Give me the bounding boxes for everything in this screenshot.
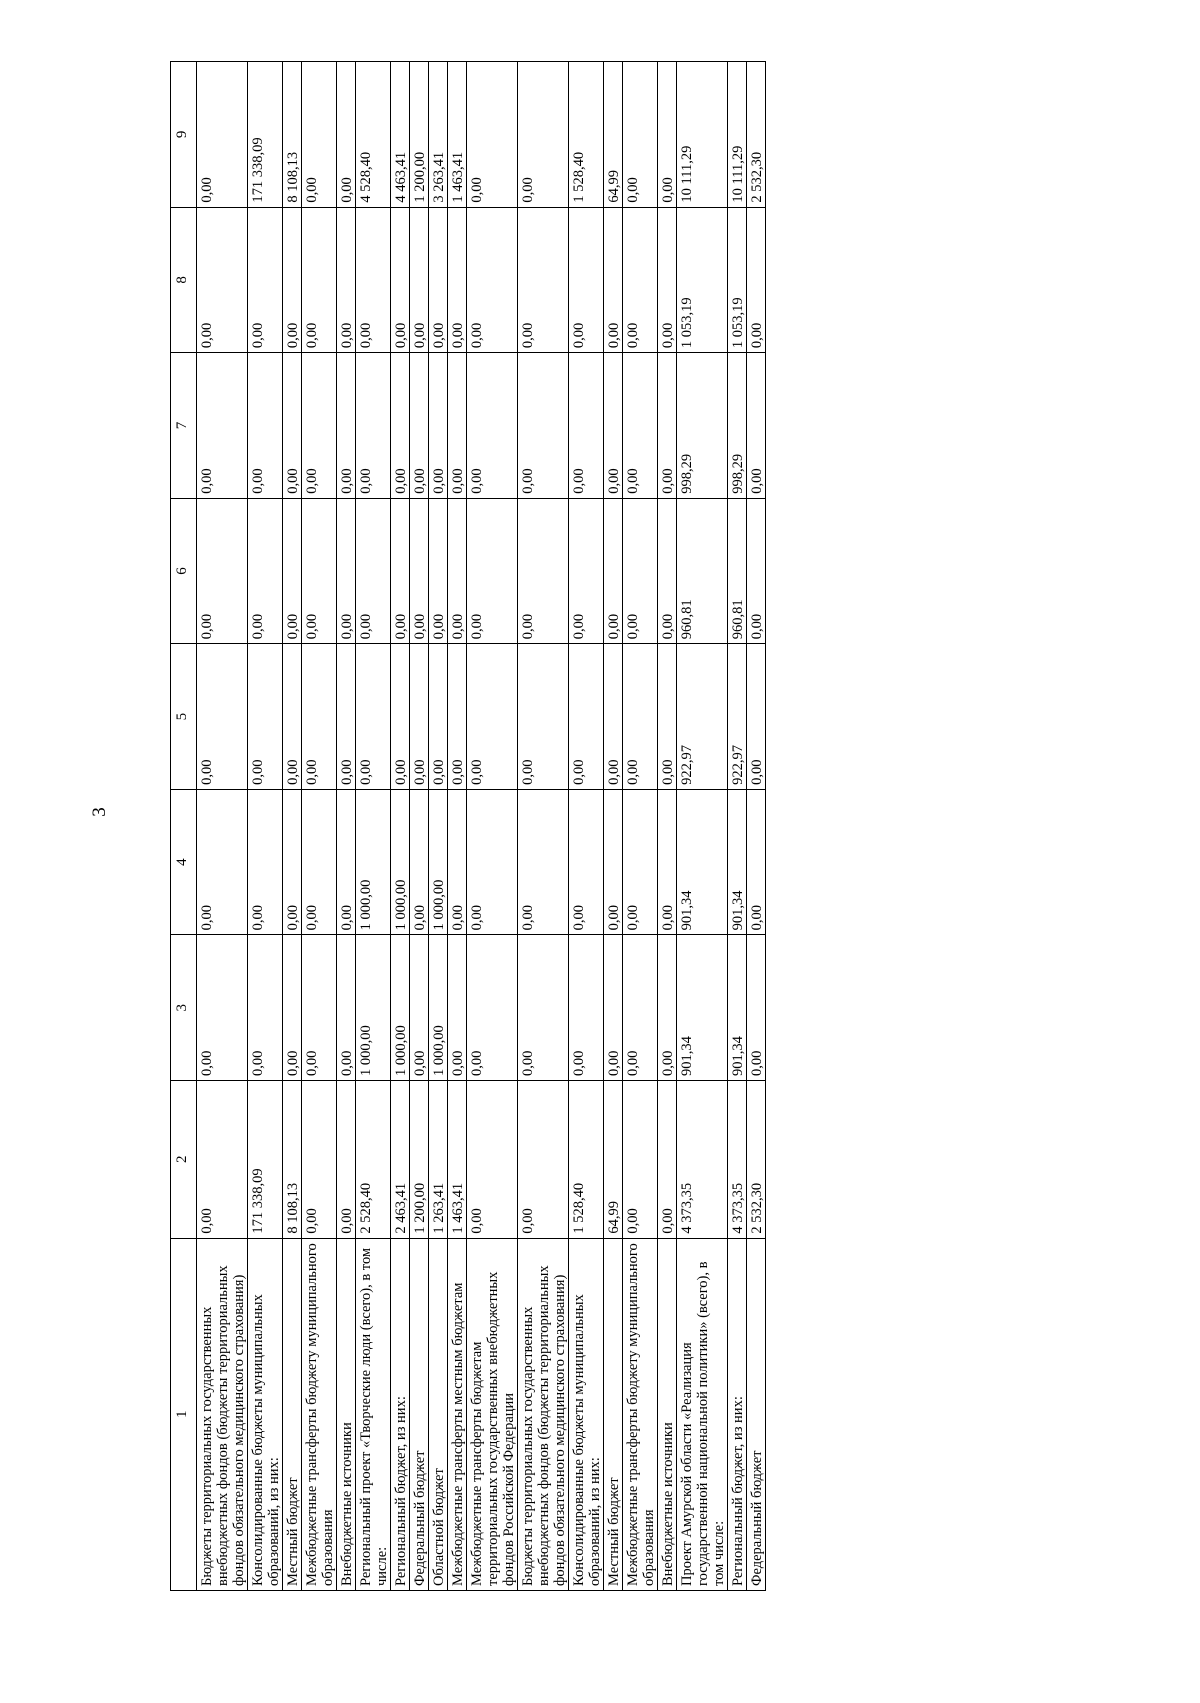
table-header-row [171,62,197,1591]
table-cell: 0,00 [569,498,604,644]
table-cell: 171 338,09 [248,1080,283,1238]
table-cell: 0,00 [302,207,337,353]
column-header: 1 [171,1238,197,1590]
table-cell: 960,81 [677,498,728,644]
table-row [623,62,658,1591]
row-label: Местный бюджет [283,1238,302,1590]
table-cell: 0,00 [302,935,337,1081]
table-cell: 0,00 [467,207,518,353]
table-cell: 0,00 [569,207,604,353]
table-cell: 0,00 [604,789,623,935]
table-cell: 0,00 [248,353,283,499]
table-cell: 0,00 [197,353,248,499]
table-cell: 0,00 [410,935,429,1081]
table-cell: 4 463,41 [391,62,410,208]
table-cell: 0,00 [623,62,658,208]
column-header: 7 [171,353,197,499]
table-row [448,62,467,1591]
table-cell: 0,00 [467,498,518,644]
table-cell: 3 263,41 [429,62,448,208]
rotated-table-container [170,61,1132,1591]
column-header: 9 [171,62,197,208]
table-row [677,62,728,1591]
table-cell: 1 053,19 [728,207,747,353]
table-cell: 0,00 [302,789,337,935]
table-cell: 0,00 [197,498,248,644]
row-label: Региональный бюджет, из них: [391,1238,410,1590]
table-row [302,62,337,1591]
table-cell: 0,00 [302,498,337,644]
row-label: Внебюджетные источники [337,1238,356,1590]
table-cell: 0,00 [356,353,391,499]
table-cell: 4 373,35 [728,1080,747,1238]
table-cell: 0,00 [391,644,410,790]
table-cell: 0,00 [467,1080,518,1238]
table-cell: 0,00 [467,353,518,499]
table-cell: 0,00 [518,644,569,790]
table-cell: 0,00 [248,789,283,935]
table-cell: 0,00 [623,1080,658,1238]
table-cell: 0,00 [604,498,623,644]
table-row [467,62,518,1591]
row-label: Внебюджетные источники [658,1238,677,1590]
table-cell: 0,00 [747,789,766,935]
table-row [429,62,448,1591]
table-cell: 922,97 [728,644,747,790]
row-label: Межбюджетные трансферты бюджету муниципального образования [302,1238,337,1590]
table-cell: 1 000,00 [356,789,391,935]
table-cell: 0,00 [623,789,658,935]
row-label: Межбюджетные трансферты местным бюджетам [448,1238,467,1590]
table-cell: 0,00 [283,353,302,499]
table-cell: 8 108,13 [283,62,302,208]
table-cell: 1 000,00 [429,789,448,935]
table-cell: 171 338,09 [248,62,283,208]
table-cell: 0,00 [747,207,766,353]
table-cell: 0,00 [337,62,356,208]
column-header: 8 [171,207,197,353]
table-cell: 0,00 [448,644,467,790]
row-label: Региональный бюджет, из них: [728,1238,747,1590]
row-label: Федеральный бюджет [410,1238,429,1590]
table-cell: 901,34 [728,789,747,935]
table-cell: 0,00 [747,498,766,644]
table-cell: 0,00 [302,1080,337,1238]
table-cell: 2 463,41 [391,1080,410,1238]
table-cell: 0,00 [747,353,766,499]
table-cell: 901,34 [677,935,728,1081]
column-header: 3 [171,935,197,1081]
table-cell: 0,00 [623,353,658,499]
table-cell: 0,00 [623,644,658,790]
table-cell: 960,81 [728,498,747,644]
table-cell: 0,00 [248,644,283,790]
table-cell: 0,00 [356,207,391,353]
table-cell: 901,34 [677,789,728,935]
table-cell: 901,34 [728,935,747,1081]
row-label: Областной бюджет [429,1238,448,1590]
table-cell: 0,00 [410,498,429,644]
table-cell: 0,00 [569,935,604,1081]
table-cell: 0,00 [197,62,248,208]
table-cell: 0,00 [283,644,302,790]
table-cell: 0,00 [448,789,467,935]
table-cell: 0,00 [467,789,518,935]
table-cell: 0,00 [623,935,658,1081]
table-cell: 0,00 [197,644,248,790]
table-cell: 0,00 [248,207,283,353]
table-cell: 0,00 [197,207,248,353]
table-cell: 0,00 [302,644,337,790]
row-label: Межбюджетные трансферты бюджету муниципального образования [623,1238,658,1590]
page-number: 3 [89,807,110,817]
row-label: Консолидированные бюджеты муниципальных образований, из них: [248,1238,283,1590]
table-cell: 0,00 [283,207,302,353]
table-cell: 0,00 [410,644,429,790]
table-cell: 0,00 [623,207,658,353]
budget-table [170,61,766,1591]
table-cell: 0,00 [569,789,604,935]
row-label: Бюджеты территориальных государственных внебюджетных фондов (бюджеты территориальных фондов обязательного медицинского страхования) [197,1238,248,1590]
table-cell: 0,00 [518,789,569,935]
column-header: 6 [171,498,197,644]
row-label: Консолидированные бюджеты муниципальных образований, из них: [569,1238,604,1590]
table-cell: 0,00 [283,935,302,1081]
row-label: Федеральный бюджет [747,1238,766,1590]
row-label: Местный бюджет [604,1238,623,1590]
table-cell: 2 528,40 [356,1080,391,1238]
table-cell: 0,00 [391,498,410,644]
table-cell: 0,00 [658,789,677,935]
table-cell: 0,00 [337,207,356,353]
table-cell: 0,00 [410,789,429,935]
table-row [410,62,429,1591]
table-cell: 1 000,00 [391,935,410,1081]
table-cell: 8 108,13 [283,1080,302,1238]
table-cell: 1 528,40 [569,62,604,208]
table-cell: 1 053,19 [677,207,728,353]
table-cell: 0,00 [658,498,677,644]
table-row [283,62,302,1591]
table-cell: 0,00 [518,498,569,644]
table-cell: 0,00 [658,644,677,790]
table-cell: 1 528,40 [569,1080,604,1238]
table-cell: 1 000,00 [429,935,448,1081]
row-label: Бюджеты территориальных государственных внебюджетных фондов (бюджеты территориальных фондов обязательного медицинского страхования) [518,1238,569,1590]
table-cell: 4 373,35 [677,1080,728,1238]
table-cell: 0,00 [658,62,677,208]
table-cell: 0,00 [197,1080,248,1238]
table-cell: 0,00 [337,644,356,790]
table-cell: 0,00 [337,789,356,935]
table-cell: 0,00 [248,935,283,1081]
table-cell: 0,00 [747,935,766,1081]
table-row [518,62,569,1591]
table-cell: 0,00 [197,789,248,935]
table-cell: 1 000,00 [391,789,410,935]
table-cell: 0,00 [448,935,467,1081]
table-cell: 0,00 [197,935,248,1081]
table-cell: 0,00 [604,935,623,1081]
table-cell: 10 111,29 [728,62,747,208]
table-cell: 0,00 [518,1080,569,1238]
table-cell: 0,00 [410,207,429,353]
table-cell: 922,97 [677,644,728,790]
table-row [569,62,604,1591]
table-cell: 0,00 [448,207,467,353]
row-label: Проект Амурской области «Реализация государственной национальной политики» (всего), в том числе: [677,1238,728,1590]
table-row [337,62,356,1591]
table-row [658,62,677,1591]
table-cell: 0,00 [356,644,391,790]
table-cell: 0,00 [518,207,569,353]
table-cell: 0,00 [337,935,356,1081]
table-cell: 0,00 [283,498,302,644]
table-cell: 0,00 [569,353,604,499]
table-cell: 0,00 [429,353,448,499]
table-cell: 0,00 [429,498,448,644]
table-cell: 1 200,00 [410,1080,429,1238]
table-cell: 0,00 [747,644,766,790]
table-cell: 0,00 [604,353,623,499]
table-cell: 0,00 [518,935,569,1081]
table-cell: 0,00 [658,1080,677,1238]
table-cell: 0,00 [604,644,623,790]
table-body [197,62,766,1591]
table-cell: 64,99 [604,1080,623,1238]
table-cell: 0,00 [448,498,467,644]
table-cell: 2 532,30 [747,62,766,208]
table-row [248,62,283,1591]
table-cell: 0,00 [467,62,518,208]
table-cell: 0,00 [248,498,283,644]
table-row [356,62,391,1591]
table-cell: 998,29 [677,353,728,499]
table-cell: 0,00 [658,353,677,499]
row-label: Межбюджетные трансферты бюджетам территориальных государственных внебюджетных фондов Российской Федерации [467,1238,518,1590]
table-cell: 0,00 [429,644,448,790]
table-cell: 998,29 [728,353,747,499]
table-row [391,62,410,1591]
table-cell: 1 200,00 [410,62,429,208]
table-cell: 1 463,41 [448,1080,467,1238]
table-cell: 0,00 [356,498,391,644]
table-cell: 0,00 [337,353,356,499]
table-cell: 0,00 [448,353,467,499]
table-row [728,62,747,1591]
table-cell: 0,00 [467,644,518,790]
table-cell: 0,00 [658,207,677,353]
table-cell: 0,00 [302,62,337,208]
table-cell: 4 528,40 [356,62,391,208]
table-cell: 1 000,00 [356,935,391,1081]
table-row [197,62,248,1591]
table-cell: 0,00 [302,353,337,499]
table-cell: 0,00 [337,1080,356,1238]
table-cell: 0,00 [391,207,410,353]
table-cell: 0,00 [623,498,658,644]
table-cell: 0,00 [658,935,677,1081]
table-cell: 0,00 [410,353,429,499]
table-cell: 0,00 [569,644,604,790]
table-cell: 0,00 [391,353,410,499]
table-cell: 64,99 [604,62,623,208]
table-cell: 0,00 [604,207,623,353]
table-cell: 0,00 [283,789,302,935]
table-cell: 0,00 [429,207,448,353]
table-row [604,62,623,1591]
table-cell: 0,00 [518,353,569,499]
table-row [747,62,766,1591]
table-cell: 1 263,41 [429,1080,448,1238]
row-label: Региональный проект «Творческие люди (всего), в том числе: [356,1238,391,1590]
table-cell: 10 111,29 [677,62,728,208]
table-cell: 0,00 [467,935,518,1081]
table-cell: 1 463,41 [448,62,467,208]
table-cell: 2 532,30 [747,1080,766,1238]
column-header: 5 [171,644,197,790]
column-header: 4 [171,789,197,935]
column-header: 2 [171,1080,197,1238]
table-cell: 0,00 [518,62,569,208]
table-cell: 0,00 [337,498,356,644]
